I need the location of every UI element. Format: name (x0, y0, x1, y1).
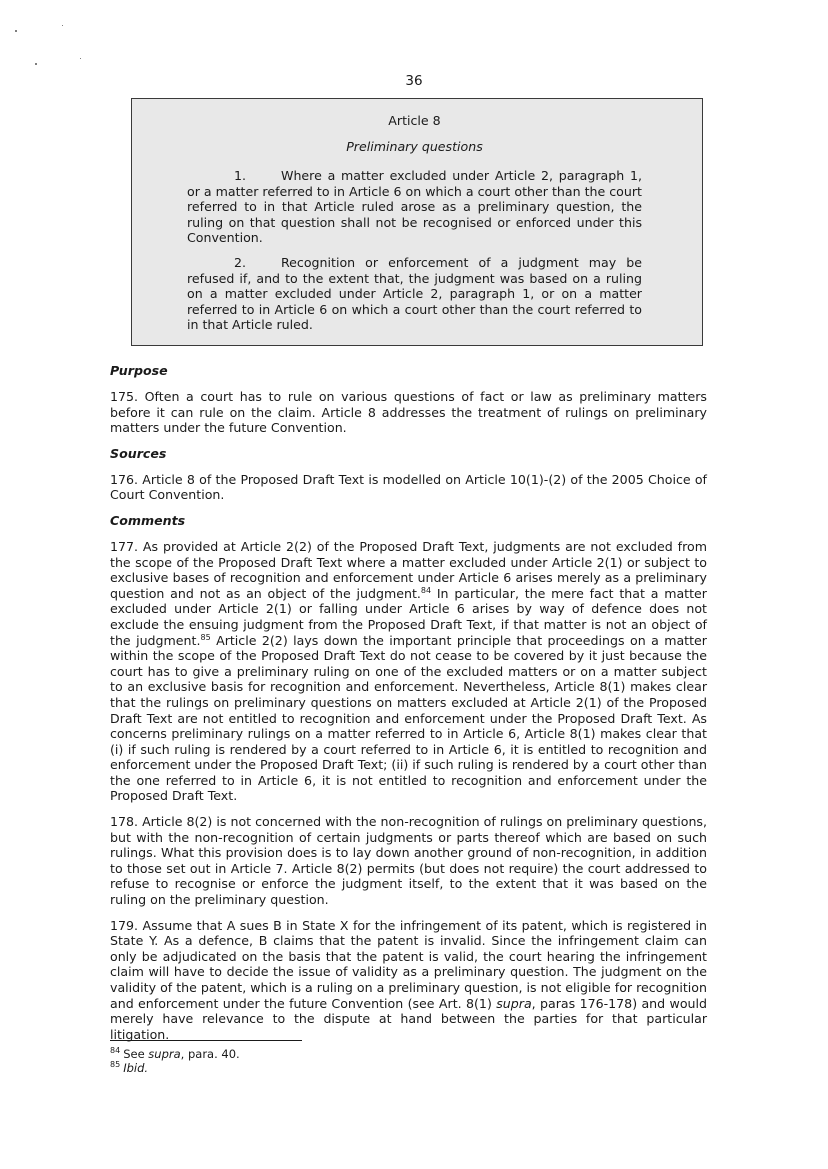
scan-speck (62, 25, 63, 26)
footnote-divider (110, 1040, 302, 1041)
footnote-mark: 84 (110, 1046, 121, 1056)
paragraph-text: 179. Assume that A sues B in State X for the infringement of its patent, which is registered in State Y. As a defence, B claims that the patent is invalid. Since the infringement claim can only be adjudicated on the basis that the patent is valid, the court hearing the infringement claim will have to decide the issue of validity as a preliminary question. The judgment on the validity of the patent, which is a ruling on a preliminary question, is not eligible for recognition and enforcement under the future Convention (see Art. 8(1) (110, 917, 707, 1011)
page-number: 36 (405, 73, 423, 89)
footnote-italic: Ibid. (123, 1061, 149, 1075)
article-subheading: Preliminary questions (346, 139, 483, 154)
paragraph-179 (110, 918, 707, 1043)
article-paragraph-2 (187, 255, 642, 333)
paragraph-text: 177. As provided at Article 2(2) of the Proposed Draft Text, judgments are not excluded from the scope of the Proposed Draft Text where a matter excluded under Article 2(1) or subject to exclusive bases of recognition and enforcement under Article 6 arises merely as a preliminary question and not as an object of the judgment. (110, 538, 707, 601)
paragraph-text: Article 2(2) lays down the important principle that proceedings on a matter within the scope of the Proposed Draft Text do not cease to be covered by it just because the court has to give a preliminary ruling on one of the excluded matters or on a matter subject to an exclusive basis for recognition and enforcement. Nevertheless, Article 8(1) makes clear that the rulings on preliminary questions on matters excluded at Article 2(1) of the Proposed Draft Text are not entitled to recognition and enforcement under the Proposed Draft Text. As concerns preliminary rulings on a matter referred to in Article 6, Article 8(1) makes clear that (i) if such ruling is rendered by a court referred to in Article 6, it is entitled to recognition and enforcement under the Proposed Draft Text; (ii) if such ruling is rendered by a court other than the one referred to in Article 6, it is not entitled to recognition and enforcement under the Proposed Draft Text. (110, 632, 707, 804)
paragraph-176: 176. Article 8 of the Proposed Draft Text is modelled on Article 10(1)-(2) of the 2005 Choice of Court Convention. (110, 471, 707, 503)
paragraph-text: In particular, the mere fact that a matter excluded under Article 2(1) or falling under Article 6 arises by way of defence does not exclude the ensuing judgment from the Proposed Draft Text, if that matter is not an object of the judgment. (110, 585, 707, 648)
sources-heading: Sources (110, 445, 167, 461)
paragraph-178: 178. Article 8(2) is not concerned with the non-recognition of rulings on preliminary questions, but with the non-recognition of certain judgments or parts thereof which are based on such rulings. What this provision does is to lay down another ground of non-recognition, in addition to those set out in Article 7. Article 8(2) permits (but does not require) the court addressed to refuse to recognise or enforce the judgment itself, to the extent that it was based on the ruling on the preliminary question. (110, 814, 707, 908)
footnote-ref[interactable]: 85 (200, 632, 211, 642)
footnote-84 (110, 1047, 510, 1061)
paragraph-number: 1. (234, 168, 247, 183)
article-8-box (131, 98, 703, 346)
scan-speck (80, 58, 81, 59)
footnote-text: , para. 40. (180, 1047, 240, 1061)
main-content (110, 363, 707, 1042)
purpose-heading: Purpose (110, 363, 168, 378)
footnote-italic: supra (148, 1047, 181, 1061)
footnote-85 (110, 1061, 510, 1075)
paragraph-text: Recognition or enforcement of a judgment may be refused if, and to the extent that, the judgment was based on a ruling on a matter excluded under Article 2, paragraph 1, or on a matter referred to in Article 6 on which a court other than the court referred to in that Article ruled. (187, 254, 642, 333)
scan-speck (15, 30, 17, 32)
scan-speck (35, 63, 37, 65)
paragraph-number: 2. (234, 254, 247, 270)
comments-heading: Comments (110, 512, 186, 528)
paragraph-175: 175. Often a court has to rule on various questions of fact or law as preliminary matters before it can rule on the claim. Article 8 addresses the treatment of rulings on preliminary matters under the future Convention. (110, 389, 707, 436)
paragraph-text: , paras 176-178) and would merely have relevance to the dispute at hand between the parties for that particular litigation. (110, 995, 708, 1042)
paragraph-177 (110, 539, 707, 804)
footnote-text: See (123, 1047, 149, 1061)
footnote-ref[interactable]: 84 (420, 585, 432, 595)
paragraph-text: Where a matter excluded under Article 2, paragraph 1, or a matter referred to in Article 6 on which a court other than the court referred to in that Article ruled arose as a preliminary question, the ruling on that question shall not be recognised or enforced under this Convention. (187, 168, 642, 246)
article-paragraph-1 (187, 168, 642, 246)
footnotes (110, 1040, 510, 1075)
paragraph-italic: supra (496, 995, 532, 1011)
article-heading: Article 8 (388, 113, 441, 128)
footnote-mark: 85 (110, 1060, 121, 1070)
